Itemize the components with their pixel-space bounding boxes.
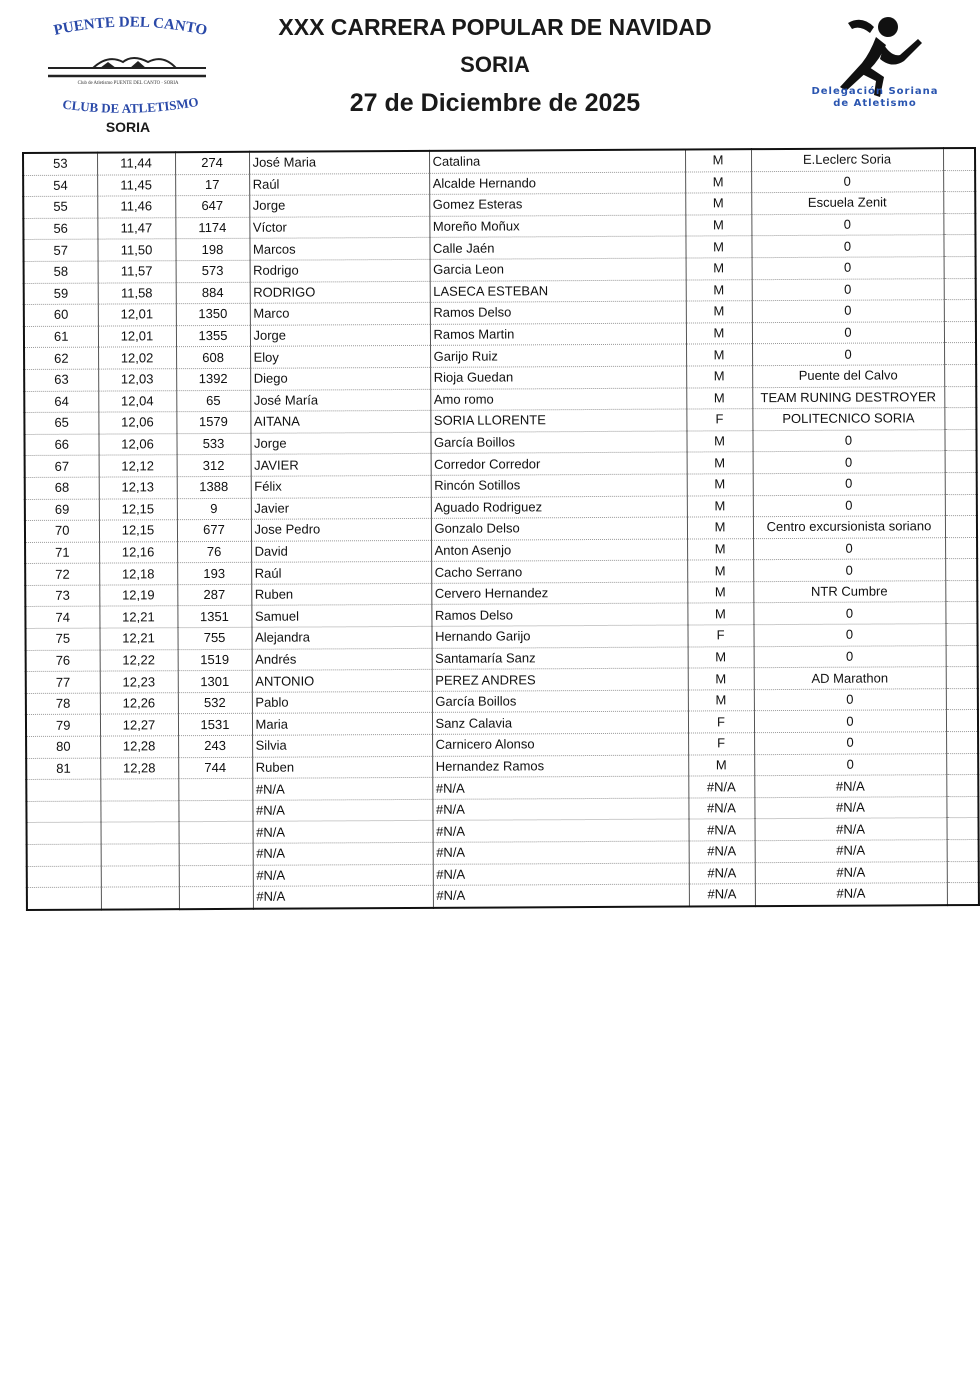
bib-cell: 677 — [177, 519, 251, 541]
empty-cell — [946, 710, 978, 732]
position-cell: 53 — [23, 153, 97, 175]
sex-cell: #N/A — [689, 819, 755, 841]
bib-cell — [179, 865, 253, 887]
surname-cell: Calle Jaén — [429, 236, 685, 259]
club-cell: 0 — [751, 235, 943, 258]
bib-cell: 1351 — [177, 606, 251, 628]
sex-cell: M — [685, 149, 751, 171]
position-cell: 69 — [25, 499, 99, 521]
sex-cell: #N/A — [689, 884, 755, 906]
club-cell: 0 — [752, 343, 944, 366]
empty-cell — [944, 408, 976, 430]
time-cell: 12,21 — [99, 606, 177, 628]
surname-cell: SORIA LLORENTE — [430, 409, 686, 432]
bib-cell: 76 — [177, 541, 251, 563]
time-cell — [101, 887, 179, 910]
time-cell: 12,26 — [100, 693, 178, 715]
first-name-cell: #N/A — [253, 821, 433, 844]
position-cell: 68 — [25, 477, 99, 499]
club-cell: 0 — [752, 300, 944, 323]
sex-cell: M — [688, 690, 754, 712]
time-cell — [101, 865, 179, 887]
sex-cell: M — [686, 344, 752, 366]
title-block — [240, 8, 750, 122]
first-name-cell: Alejandra — [251, 626, 431, 649]
bib-cell: 65 — [176, 390, 250, 412]
time-cell — [100, 801, 178, 823]
position-cell: 80 — [26, 736, 100, 758]
bib-cell: 312 — [177, 455, 251, 477]
sex-cell: M — [685, 236, 751, 258]
position-cell: 55 — [23, 196, 97, 218]
position-cell: 62 — [24, 347, 98, 369]
empty-cell — [946, 775, 978, 797]
sex-cell: M — [688, 754, 754, 776]
surname-cell: Santamaría Sanz — [432, 647, 688, 670]
first-name-cell: Félix — [251, 475, 431, 498]
position-cell: 56 — [23, 218, 97, 240]
empty-cell — [947, 883, 979, 905]
first-name-cell: Ruben — [251, 583, 431, 606]
first-name-cell: #N/A — [252, 778, 432, 801]
sex-cell: M — [688, 646, 754, 668]
first-name-cell: #N/A — [253, 886, 433, 909]
surname-cell: Cacho Serrano — [431, 560, 687, 583]
position-cell: 59 — [24, 283, 98, 305]
first-name-cell: Diego — [250, 367, 430, 390]
position-cell — [27, 823, 101, 845]
delegacion-logo-text — [800, 86, 950, 110]
club-cell: 0 — [753, 559, 945, 582]
empty-cell — [943, 213, 975, 235]
club-cell: 0 — [752, 321, 944, 344]
surname-cell: #N/A — [433, 884, 689, 907]
empty-cell — [945, 472, 977, 494]
club-cell: TEAM RUNING DESTROYER — [752, 386, 944, 409]
bib-cell: 532 — [178, 692, 252, 714]
first-name-cell: Eloy — [250, 346, 430, 369]
surname-cell: Sanz Calavia — [432, 711, 688, 734]
club-cell: 0 — [754, 689, 946, 712]
position-cell: 81 — [26, 758, 100, 780]
sex-cell: M — [686, 301, 752, 323]
bib-cell: 884 — [176, 282, 250, 304]
sex-cell: #N/A — [688, 797, 754, 819]
club-cell: AD Marathon — [754, 667, 946, 690]
club-cell: #N/A — [755, 883, 947, 906]
time-cell: 12,13 — [99, 477, 177, 499]
empty-cell — [946, 796, 978, 818]
position-cell — [26, 779, 100, 801]
empty-cell — [947, 818, 979, 840]
club-cell: 0 — [754, 753, 946, 776]
bib-cell: 744 — [178, 757, 252, 779]
sex-cell: M — [686, 430, 752, 452]
position-cell: 70 — [25, 520, 99, 542]
bib-cell: 1392 — [176, 368, 250, 390]
first-name-cell: Víctor — [249, 216, 429, 239]
surname-cell: Catalina — [429, 150, 685, 173]
club-logo — [28, 10, 228, 140]
surname-cell: Rioja Guedan — [430, 366, 686, 389]
surname-cell: Moreño Moñux — [429, 215, 685, 238]
bib-cell — [179, 822, 253, 844]
position-cell: 58 — [24, 261, 98, 283]
race-date: 27 de Diciembre de 2025 — [349, 89, 641, 117]
position-cell: 67 — [25, 455, 99, 477]
sex-cell: M — [688, 668, 754, 690]
club-cell: #N/A — [754, 775, 946, 798]
position-cell: 66 — [24, 434, 98, 456]
time-cell: 12,18 — [99, 563, 177, 585]
first-name-cell: Raúl — [249, 173, 429, 196]
club-cell: Puente del Calvo — [752, 365, 944, 388]
first-name-cell: #N/A — [253, 842, 433, 865]
empty-cell — [944, 429, 976, 451]
sex-cell: M — [685, 214, 751, 236]
first-name-cell: #N/A — [253, 864, 433, 887]
sex-cell: M — [687, 474, 753, 496]
bib-cell: 198 — [175, 239, 249, 261]
sex-cell: M — [686, 366, 752, 388]
empty-cell — [944, 321, 976, 343]
first-name-cell: Rodrigo — [250, 259, 430, 282]
surname-cell: PEREZ ANDRES — [432, 668, 688, 691]
club-logo-bottom-text: CLUB DE ATLETISMO — [61, 93, 200, 116]
race-title: XXX CARRERA POPULAR DE NAVIDAD — [278, 14, 712, 40]
sex-cell: M — [687, 495, 753, 517]
time-cell: 12,15 — [99, 498, 177, 520]
club-cell: Centro excursionista soriano — [753, 516, 945, 539]
club-cell: POLITECNICO SORIA — [752, 408, 944, 431]
surname-cell: Anton Asenjo — [431, 539, 687, 562]
results-table — [22, 147, 980, 911]
first-name-cell: Ruben — [252, 756, 432, 779]
bib-cell: 1579 — [176, 411, 250, 433]
table-row — [27, 883, 979, 910]
bridge-emblem-icon — [48, 58, 206, 76]
position-cell: 57 — [23, 239, 97, 261]
first-name-cell: RODRIGO — [250, 281, 430, 304]
bib-cell: 1350 — [176, 303, 250, 325]
empty-cell — [946, 688, 978, 710]
surname-cell: #N/A — [432, 776, 688, 799]
bib-cell — [178, 800, 252, 822]
empty-cell — [943, 235, 975, 257]
time-cell: 12,27 — [100, 714, 178, 736]
time-cell: 12,04 — [98, 390, 176, 412]
club-cell: #N/A — [755, 861, 947, 884]
empty-cell — [946, 753, 978, 775]
bib-cell: 17 — [175, 174, 249, 196]
first-name-cell: Jorge — [250, 432, 430, 455]
empty-cell — [945, 602, 977, 624]
club-cell: 0 — [751, 170, 943, 193]
time-cell: 12,01 — [98, 304, 176, 326]
surname-cell: Hernando Garijo — [431, 625, 687, 648]
sex-cell: M — [686, 387, 752, 409]
surname-cell: Garcia Leon — [430, 258, 686, 281]
bib-cell: 608 — [176, 347, 250, 369]
position-cell: 73 — [25, 585, 99, 607]
sex-cell: F — [688, 733, 754, 755]
first-name-cell: ANTONIO — [252, 670, 432, 693]
sex-cell: F — [687, 625, 753, 647]
position-cell: 63 — [24, 369, 98, 391]
bib-cell: 647 — [175, 195, 249, 217]
club-cell: #N/A — [755, 818, 947, 841]
delegacion-line2: de Atletismo — [833, 98, 917, 109]
position-cell: 64 — [24, 391, 98, 413]
first-name-cell: David — [251, 540, 431, 563]
position-cell: 71 — [25, 542, 99, 564]
first-name-cell: AITANA — [250, 410, 430, 433]
surname-cell: Garijo Ruiz — [430, 344, 686, 367]
first-name-cell: Maria — [252, 713, 432, 736]
bib-cell: 533 — [176, 433, 250, 455]
sex-cell: #N/A — [689, 862, 755, 884]
position-cell — [26, 801, 100, 823]
bib-cell: 1531 — [178, 714, 252, 736]
first-name-cell: #N/A — [252, 799, 432, 822]
time-cell: 12,19 — [99, 585, 177, 607]
empty-cell — [945, 494, 977, 516]
bib-cell: 573 — [176, 260, 250, 282]
time-cell: 11,45 — [97, 174, 175, 196]
surname-cell: #N/A — [433, 819, 689, 842]
first-name-cell: Silvia — [252, 734, 432, 757]
time-cell: 11,58 — [98, 282, 176, 304]
results-body — [23, 148, 979, 910]
time-cell: 12,02 — [98, 347, 176, 369]
time-cell: 12,21 — [99, 628, 177, 650]
club-cell: 0 — [753, 624, 945, 647]
empty-cell — [946, 732, 978, 754]
bib-cell: 1388 — [177, 476, 251, 498]
club-cell: #N/A — [755, 840, 947, 863]
bib-cell: 755 — [177, 627, 251, 649]
time-cell: 12,01 — [98, 325, 176, 347]
time-cell: 12,23 — [100, 671, 178, 693]
results-table-wrap — [22, 147, 978, 911]
position-cell: 75 — [25, 628, 99, 650]
sex-cell: M — [687, 560, 753, 582]
bib-cell: 1355 — [176, 325, 250, 347]
surname-cell: Ramos Delso — [430, 301, 686, 324]
time-cell: 12,28 — [100, 757, 178, 779]
surname-cell: Corredor Corredor — [431, 452, 687, 475]
club-cell: 0 — [754, 732, 946, 755]
empty-cell — [945, 451, 977, 473]
club-cell: 0 — [753, 602, 945, 625]
bib-cell: 193 — [177, 563, 251, 585]
empty-cell — [946, 667, 978, 689]
surname-cell: Aguado Rodriguez — [431, 496, 687, 519]
surname-cell: García Boillos — [432, 690, 688, 713]
empty-cell — [944, 278, 976, 300]
sex-cell: M — [687, 603, 753, 625]
first-name-cell: Javier — [251, 497, 431, 520]
sex-cell: F — [688, 711, 754, 733]
time-cell — [101, 844, 179, 866]
time-cell: 12,28 — [100, 736, 178, 758]
position-cell: 79 — [26, 715, 100, 737]
club-cell: NTR Cumbre — [753, 581, 945, 604]
position-cell: 54 — [23, 175, 97, 197]
surname-cell: Gonzalo Delso — [431, 517, 687, 540]
club-cell: 0 — [753, 473, 945, 496]
first-name-cell: José María — [250, 389, 430, 412]
time-cell: 11,57 — [98, 261, 176, 283]
club-cell: 0 — [752, 278, 944, 301]
time-cell — [100, 779, 178, 801]
club-logo-city-text: SORIA — [105, 119, 151, 135]
empty-cell — [945, 624, 977, 646]
position-cell: 60 — [24, 304, 98, 326]
empty-cell — [945, 580, 977, 602]
page-header — [0, 0, 980, 150]
empty-cell — [943, 170, 975, 192]
club-cell: 0 — [752, 257, 944, 280]
empty-cell — [944, 364, 976, 386]
surname-cell: Rincón Sotillos — [431, 474, 687, 497]
first-name-cell: Andrés — [252, 648, 432, 671]
first-name-cell: Marco — [250, 303, 430, 326]
race-city: SORIA — [460, 52, 530, 77]
club-cell: 0 — [753, 451, 945, 474]
time-cell: 12,15 — [99, 520, 177, 542]
position-cell — [27, 844, 101, 866]
position-cell: 74 — [25, 607, 99, 629]
time-cell: 11,50 — [97, 239, 175, 261]
first-name-cell: Jorge — [249, 195, 429, 218]
first-name-cell: Marcos — [249, 238, 429, 261]
time-cell: 12,22 — [100, 649, 178, 671]
empty-cell — [945, 559, 977, 581]
position-cell: 65 — [24, 412, 98, 434]
sex-cell: M — [687, 538, 753, 560]
empty-cell — [945, 537, 977, 559]
time-cell — [101, 822, 179, 844]
surname-cell: LASECA ESTEBAN — [430, 280, 686, 303]
bib-cell: 274 — [175, 152, 249, 174]
time-cell: 12,03 — [98, 369, 176, 391]
club-logo-top-text: PUENTE DEL CANTO — [52, 14, 209, 40]
bib-cell: 1301 — [178, 671, 252, 693]
position-cell: 78 — [26, 693, 100, 715]
time-cell: 11,44 — [97, 152, 175, 175]
sex-cell: M — [685, 171, 751, 193]
club-cell: 0 — [753, 537, 945, 560]
time-cell: 11,47 — [97, 217, 175, 239]
surname-cell: Ramos Delso — [431, 603, 687, 626]
time-cell: 12,12 — [99, 455, 177, 477]
position-cell — [27, 887, 101, 909]
empty-cell — [944, 300, 976, 322]
bib-cell — [179, 886, 253, 908]
bib-cell: 243 — [178, 735, 252, 757]
empty-cell — [945, 516, 977, 538]
sex-cell: #N/A — [688, 776, 754, 798]
position-cell: 61 — [24, 326, 98, 348]
sex-cell: M — [686, 322, 752, 344]
position-cell: 72 — [25, 563, 99, 585]
club-cell: E.Leclerc Soria — [751, 148, 943, 171]
surname-cell: #N/A — [433, 841, 689, 864]
club-cell: 0 — [751, 213, 943, 236]
position-cell — [27, 866, 101, 888]
surname-cell: Hernandez Ramos — [432, 755, 688, 778]
sex-cell: M — [686, 258, 752, 280]
empty-cell — [947, 840, 979, 862]
empty-cell — [946, 645, 978, 667]
time-cell: 12,06 — [98, 433, 176, 455]
surname-cell: Alcalde Hernando — [429, 172, 685, 195]
club-logo-small-text: Club de Atletismo PUENTE DEL CANTO · SORIA — [77, 81, 179, 86]
sex-cell: M — [687, 452, 753, 474]
empty-cell — [943, 192, 975, 214]
first-name-cell: Samuel — [251, 605, 431, 628]
bib-cell — [179, 843, 253, 865]
empty-cell — [944, 343, 976, 365]
club-cell: 0 — [754, 645, 946, 668]
surname-cell: #N/A — [433, 863, 689, 886]
club-cell: 0 — [754, 710, 946, 733]
club-cell: #N/A — [754, 796, 946, 819]
empty-cell — [944, 386, 976, 408]
time-cell: 12,06 — [98, 412, 176, 434]
bib-cell: 1174 — [175, 217, 249, 239]
first-name-cell: Pablo — [252, 691, 432, 714]
position-cell: 76 — [26, 650, 100, 672]
empty-cell — [943, 148, 975, 170]
empty-cell — [947, 861, 979, 883]
bib-cell: 1519 — [178, 649, 252, 671]
first-name-cell: Jose Pedro — [251, 518, 431, 541]
surname-cell: Carnicero Alonso — [432, 733, 688, 756]
first-name-cell: Raúl — [251, 562, 431, 585]
surname-cell: #N/A — [432, 798, 688, 821]
surname-cell: Cervero Hernandez — [431, 582, 687, 605]
surname-cell: García Boillos — [430, 431, 686, 454]
sex-cell: M — [687, 582, 753, 604]
first-name-cell: José Maria — [249, 151, 429, 174]
surname-cell: Amo romo — [430, 388, 686, 411]
bib-cell: 9 — [177, 498, 251, 520]
club-cell: Escuela Zenit — [751, 192, 943, 215]
sex-cell: #N/A — [689, 841, 755, 863]
first-name-cell: Jorge — [250, 324, 430, 347]
time-cell: 11,46 — [97, 196, 175, 218]
time-cell: 12,16 — [99, 541, 177, 563]
empty-cell — [944, 256, 976, 278]
first-name-cell: JAVIER — [251, 454, 431, 477]
club-cell: 0 — [752, 429, 944, 452]
surname-cell: Ramos Martin — [430, 323, 686, 346]
sex-cell: M — [685, 193, 751, 215]
bib-cell: 287 — [177, 584, 251, 606]
bib-cell — [178, 779, 252, 801]
sex-cell: F — [686, 409, 752, 431]
position-cell: 77 — [26, 671, 100, 693]
delegacion-line1: Delegación Soriana — [811, 86, 939, 97]
sex-cell: M — [687, 517, 753, 539]
club-cell: 0 — [753, 494, 945, 517]
surname-cell: Gomez Esteras — [429, 193, 685, 216]
sex-cell: M — [686, 279, 752, 301]
